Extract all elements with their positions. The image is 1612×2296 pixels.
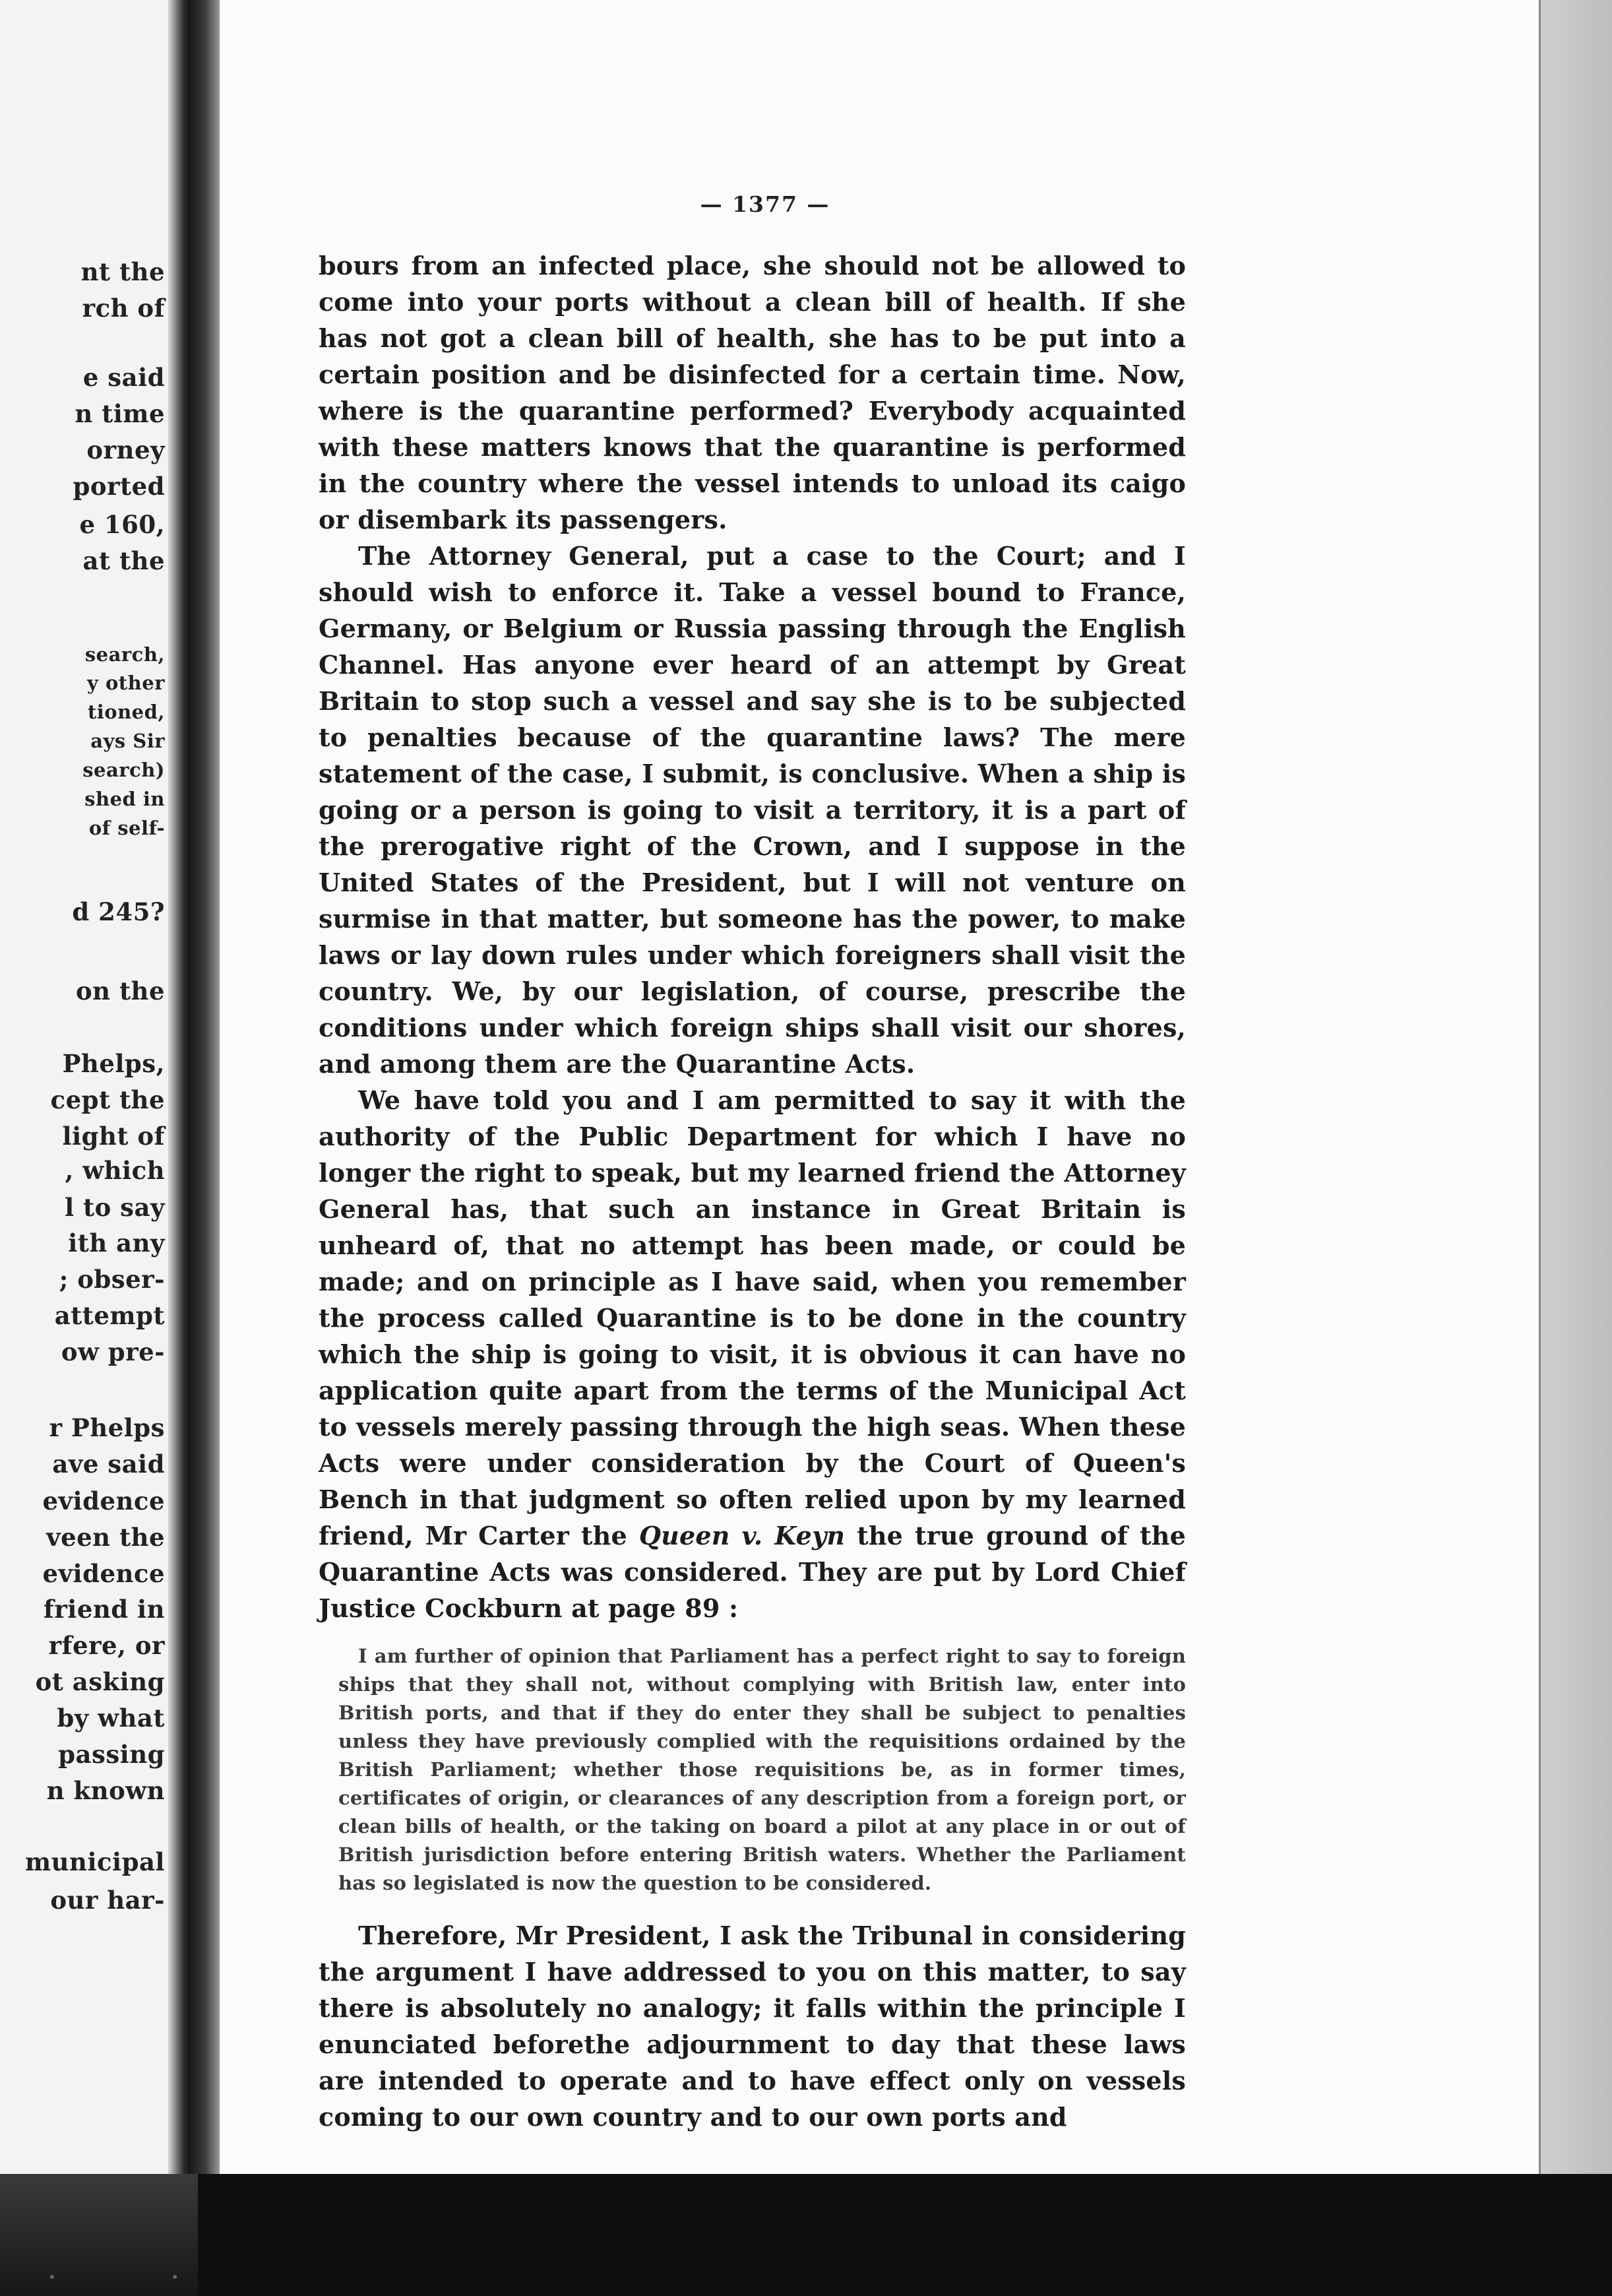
left-page-line: shed in <box>84 788 165 810</box>
left-page-line: ow pre- <box>61 1337 165 1366</box>
left-page-line: search) <box>82 759 165 781</box>
left-page-line: e 160, <box>79 510 165 539</box>
left-page-line: ith any <box>68 1228 165 1258</box>
paragraph: bours from an infected place, she should not be allowed to come into your ports without a clean bill of health. If she has not got a clean bill of health, she has to be put into a certain position and be disinfected for a certain time. Now, where is the quarantine performed? Everybody acquainted with these matters knows that the quarantine is performed in the country where the vessel intends to unload its caigo or disembark its passengers. <box>319 251 1186 534</box>
case-citation: Queen v. Keyn <box>638 1521 846 1550</box>
left-page-line: n time <box>75 399 165 428</box>
left-page-line: evidence <box>42 1559 165 1588</box>
left-page-line: passing <box>58 1740 165 1769</box>
left-page-line: our har- <box>50 1886 165 1915</box>
right-page-margin <box>1539 0 1612 2296</box>
block-quotation: I am further of opinion that Parliament has a perfect right to say to foreign ships that they shall not, without complying with British law, enter into British ports, and that if they do enter they shall be subject to penalties unless they have previously complied with the requisitions ordained by the British Parliament; whether those requisitions be, as in former times, certificates of origin, or clearances of any description from a foreign port, or clean bills of health, or the taking on board a pilot at any place in or out of British jurisdiction before entering British waters. Whether the Parliament has so legislated is now the question to be considered. <box>338 1645 1186 1894</box>
left-page-line: n known <box>46 1776 165 1805</box>
left-page-line: nt the <box>80 257 165 286</box>
left-page-line: tioned, <box>87 701 165 723</box>
left-page-line: ave said <box>52 1450 165 1479</box>
left-page-line: attempt <box>54 1301 165 1330</box>
page-edge-line <box>1539 0 1541 2174</box>
main-text-column <box>319 247 1186 2135</box>
closing-paragraph: Therefore, Mr President, I ask the Tribunal in considering the argument I have addressed to you on this matter, to say there is absolutely no analogy; it falls within the principle I enunciated beforethe adjournment to day that these laws are intended to operate and to have effect only on vessels coming to our own country and to our own ports and <box>319 1921 1186 2132</box>
left-page-line: at the <box>82 546 165 575</box>
left-page-line: light of <box>62 1122 165 1151</box>
paragraph <box>319 1082 1186 1626</box>
book-spine <box>188 0 220 2296</box>
scan-bottom-border <box>0 2174 1612 2296</box>
left-page-line: d 245? <box>72 897 165 926</box>
paragraph: The Attorney General, put a case to the Court; and I should wish to enforce it. Take a vessel bound to France, Germany, or Belgium or Russia passing through the English Channel. Has anyone ever heard of an attempt by Great Britain to stop such a vessel and say she is to be subjected to penalties because of the quarantine laws? The mere statement of the case, I submit, is conclusive. When a ship is going or a person is going to visit a territory, it is a part of the prerogative right of the Crown, and I suppose in the United States of the President, but I will not venture on surmise in that matter, but someone has the power, to make laws or lay down rules under which foreigners shall visit the country. We, by our legislation, of course, prescribe the conditions under which foreign ships shall visit our shores, and among them are the Quarantine Acts. <box>319 541 1186 1079</box>
left-page-line: of self- <box>88 817 165 839</box>
left-page-line: y other <box>87 672 165 694</box>
left-page-line: e said <box>82 363 165 392</box>
left-page-line: ot asking <box>35 1667 165 1696</box>
left-page-line: ays Sir <box>90 730 165 752</box>
scan-bottom-corner <box>0 2174 198 2296</box>
left-page-line: ported <box>73 472 165 501</box>
left-page-line: by what <box>57 1704 165 1733</box>
left-page-line: friend in <box>43 1595 165 1624</box>
left-page-line: Phelps, <box>62 1049 165 1078</box>
left-page-line: rfere, or <box>48 1631 165 1660</box>
scan-speck <box>50 2275 54 2279</box>
page-number: — 1377 — <box>700 191 830 217</box>
left-page-line: rch of <box>82 294 165 323</box>
left-page-line: municipal <box>25 1847 165 1876</box>
left-page-line: veen the <box>46 1523 165 1552</box>
paragraph-text: We have told you and I am permitted to say it with the authority of the Public Department for which I have no longer the right to speak, but my learned friend the Attorney General has, that such an instance in Great Britain is unheard of, that no attempt has been made, or could be made; and on principle as I have said, when you remember the process called Quarantine is to be done in the country which the ship is going to visit, it is obvious it can have no application quite apart from the terms of the Municipal Act to vessels merely passing through the high seas. When these Acts were under consideration by the Court of Queen's Bench in that judgment so often relied upon by my learned friend, Mr Carter the <box>319 1085 1186 1550</box>
left-page-line: l to say <box>65 1193 165 1222</box>
left-page-line: evidence <box>42 1486 165 1515</box>
scan-speck <box>173 2275 177 2279</box>
left-page-line: r Phelps <box>49 1413 165 1442</box>
paragraph-text: the true ground of the Quarantine Acts was considered. They are put by Lord Chief Justice Cockburn at page 89 : <box>319 1521 1186 1623</box>
left-page-line: , which <box>65 1156 165 1185</box>
left-page-fragment <box>0 0 188 2296</box>
left-page-line: ; obser- <box>59 1265 165 1294</box>
left-page-line: search, <box>84 643 165 666</box>
left-page-line: on the <box>76 976 165 1005</box>
left-page-line: orney <box>86 435 165 464</box>
left-page-line: cept the <box>50 1085 165 1114</box>
